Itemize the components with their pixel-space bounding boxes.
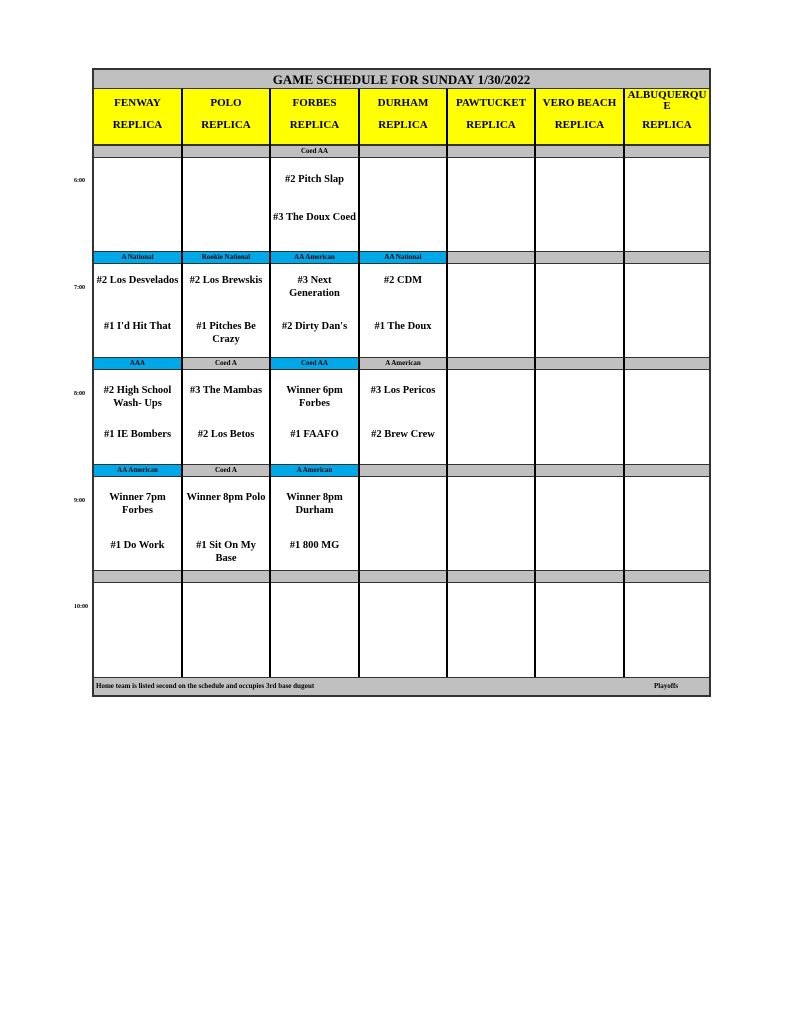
division-label: A American xyxy=(271,464,358,477)
game-cell xyxy=(536,158,623,252)
visiting-team: #2 Los Brewskis xyxy=(189,275,263,286)
division-label: Coed AA xyxy=(271,145,358,158)
division-label xyxy=(448,251,534,264)
division-label xyxy=(625,251,709,264)
home-team: #1 Do Work xyxy=(110,540,165,551)
home-team: #1 Sit On My Base xyxy=(196,540,256,564)
game-cell xyxy=(536,264,623,358)
division-label xyxy=(536,570,623,583)
game-cell xyxy=(448,264,534,358)
home-team: #1 Pitches Be Crazy xyxy=(196,321,256,345)
game-cell xyxy=(94,158,181,252)
home-team: #1 IE Bombers xyxy=(103,429,172,440)
division-label xyxy=(448,570,534,583)
division-label: Coed A xyxy=(183,464,269,477)
visiting-team: Winner 8pm Durham xyxy=(286,492,343,516)
division-label xyxy=(536,251,623,264)
field-header xyxy=(271,89,358,145)
footer-note: Home team is listed second on the schedule and occupies 3rd base dugout xyxy=(96,682,315,690)
division-label xyxy=(360,570,446,583)
home-team: #3 The Doux Coed xyxy=(273,212,356,223)
game-cell xyxy=(183,264,269,358)
game-cell xyxy=(94,264,181,358)
field-header xyxy=(360,89,446,145)
game-cell xyxy=(536,477,623,571)
division-label: AA American xyxy=(94,464,181,477)
field-name: ALBUQUERQU E xyxy=(627,89,707,112)
game-cell xyxy=(183,583,269,677)
home-team: #1 800 MG xyxy=(289,540,340,551)
division-label xyxy=(536,464,623,477)
field-name: POLO xyxy=(210,97,242,109)
game-cell xyxy=(271,477,358,571)
time-label: 8:00 xyxy=(74,391,85,397)
game-cell xyxy=(360,264,446,358)
division-label xyxy=(448,145,534,158)
game-cell xyxy=(625,158,709,252)
visiting-team: #2 CDM xyxy=(383,275,423,286)
home-team: #2 Dirty Dan's xyxy=(281,321,348,332)
division-label xyxy=(448,464,534,477)
home-team: #2 Los Betos xyxy=(197,429,255,440)
game-cell xyxy=(625,583,709,677)
visiting-team: #2 High School Wash- Ups xyxy=(103,385,172,409)
footer-playoffs: Playoffs xyxy=(654,682,679,690)
field-header xyxy=(448,89,534,145)
game-cell xyxy=(271,264,358,358)
game-cell xyxy=(536,370,623,464)
division-label xyxy=(448,357,534,370)
field-column xyxy=(360,89,448,677)
time-label: 10:00 xyxy=(74,604,88,610)
game-cell xyxy=(360,370,446,464)
field-subtitle: REPLICA xyxy=(642,119,692,131)
time-label: 6:00 xyxy=(74,178,85,184)
game-cell xyxy=(625,477,709,571)
field-name: DURHAM xyxy=(377,97,429,109)
home-team: #1 I'd Hit That xyxy=(103,321,172,332)
game-cell xyxy=(536,583,623,677)
division-label xyxy=(625,570,709,583)
home-team: #1 FAAFO xyxy=(290,429,339,440)
visiting-team: Winner 6pm Forbes xyxy=(286,385,343,409)
field-name: VERO BEACH xyxy=(542,97,617,109)
division-label: A American xyxy=(360,357,446,370)
field-subtitle: REPLICA xyxy=(378,119,428,131)
game-cell xyxy=(183,370,269,464)
division-label xyxy=(536,357,623,370)
game-cell xyxy=(94,583,181,677)
home-team: #1 The Doux xyxy=(374,321,432,332)
field-header xyxy=(536,89,623,145)
field-header xyxy=(94,89,181,145)
visiting-team: Winner 8pm Polo xyxy=(186,492,266,503)
time-label: 9:00 xyxy=(74,498,85,504)
game-cell xyxy=(271,158,358,252)
division-label xyxy=(94,570,181,583)
game-cell xyxy=(625,264,709,358)
visiting-team: #2 Pitch Slap xyxy=(285,174,344,185)
field-name: FORBES xyxy=(292,97,337,109)
field-name: PAWTUCKET xyxy=(455,97,527,109)
field-column xyxy=(448,89,536,677)
home-team: #2 Brew Crew xyxy=(371,429,435,440)
division-label xyxy=(183,570,269,583)
division-label xyxy=(625,464,709,477)
division-label: Rookie National xyxy=(183,251,269,264)
time-label: 7:00 xyxy=(74,285,85,291)
game-cell xyxy=(360,158,446,252)
field-header xyxy=(625,89,709,145)
field-subtitle: REPLICA xyxy=(466,119,516,131)
division-label xyxy=(183,145,269,158)
division-label: AA American xyxy=(271,251,358,264)
visiting-team: Winner 7pm Forbes xyxy=(109,492,166,516)
game-cell xyxy=(94,477,181,571)
visiting-team: #3 Los Pericos xyxy=(370,385,436,396)
game-cell xyxy=(625,370,709,464)
division-label: A National xyxy=(94,251,181,264)
game-cell xyxy=(448,477,534,571)
game-cell xyxy=(183,477,269,571)
division-label xyxy=(625,357,709,370)
game-cell xyxy=(271,370,358,464)
division-label xyxy=(360,145,446,158)
division-label: Coed AA xyxy=(271,357,358,370)
game-cell xyxy=(360,477,446,571)
schedule-footer xyxy=(94,677,709,695)
field-column xyxy=(271,89,360,677)
division-label: AA National xyxy=(360,251,446,264)
game-cell xyxy=(448,158,534,252)
game-cell xyxy=(448,583,534,677)
field-subtitle: REPLICA xyxy=(289,119,340,131)
game-cell xyxy=(271,583,358,677)
game-cell xyxy=(448,370,534,464)
division-label xyxy=(271,570,358,583)
visiting-team: #3 The Mambas xyxy=(189,385,263,396)
field-column xyxy=(536,89,625,677)
visiting-team: #2 Los Desvelados xyxy=(96,275,179,286)
division-label xyxy=(536,145,623,158)
field-column xyxy=(94,89,183,677)
field-column xyxy=(625,89,709,677)
field-name: FENWAY xyxy=(114,97,161,109)
division-label xyxy=(625,145,709,158)
division-label: Coed A xyxy=(183,357,269,370)
division-label: AAA xyxy=(94,357,181,370)
field-subtitle: REPLICA xyxy=(201,119,251,131)
field-column xyxy=(183,89,271,677)
game-cell xyxy=(94,370,181,464)
division-label xyxy=(94,145,181,158)
schedule-table xyxy=(92,68,711,697)
field-header xyxy=(183,89,269,145)
schedule-title: GAME SCHEDULE FOR SUNDAY 1/30/2022 xyxy=(94,70,709,89)
game-cell xyxy=(360,583,446,677)
game-cell xyxy=(183,158,269,252)
visiting-team: #3 Next Generation xyxy=(289,275,340,299)
division-label xyxy=(360,464,446,477)
field-subtitle: REPLICA xyxy=(112,119,163,131)
field-subtitle: REPLICA xyxy=(554,119,605,131)
